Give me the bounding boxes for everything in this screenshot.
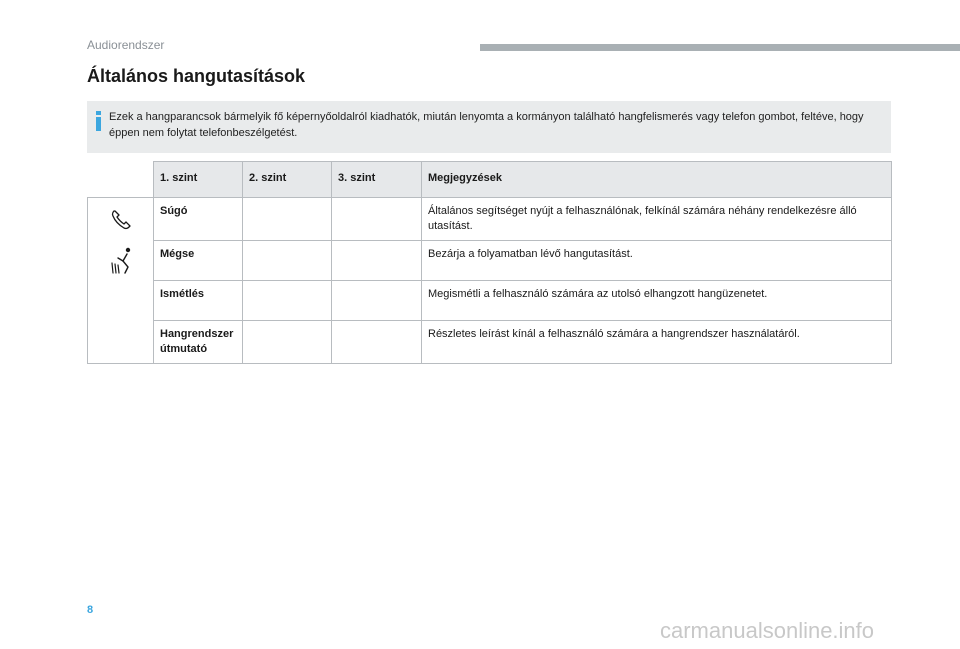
cell-level1: Súgó: [154, 198, 243, 241]
cell-level1: Hangrendszer útmutató: [154, 321, 243, 364]
phone-icon: [109, 208, 133, 232]
voice-command-icon: [108, 246, 134, 276]
table-row: [88, 241, 892, 281]
header-blank-cell: [88, 162, 154, 198]
page-number: 8: [87, 604, 94, 616]
watermark: carmanualsonline.info: [660, 618, 875, 643]
section-label: Audiorendszer: [87, 38, 165, 52]
cell-level3: [332, 198, 422, 241]
cell-level1: Ismétlés: [154, 281, 243, 321]
cell-level2: [243, 198, 332, 241]
column-header-level3: 3. szint: [332, 162, 422, 198]
info-text: Ezek a hangparancsok bármelyik fő képernyőoldalról kiadhatók, miután lenyomta a kormányon található hangfelismerés vagy telefon gombot, feltéve, hogy éppen nem folytat telefonbeszélgetést.: [109, 111, 864, 139]
table-row: [88, 281, 892, 321]
info-box: [87, 101, 891, 153]
cell-level3: [332, 281, 422, 321]
icon-cell: [88, 198, 154, 364]
cell-level2: [243, 321, 332, 364]
cell-level1: Mégse: [154, 241, 243, 281]
column-header-level2: 2. szint: [243, 162, 332, 198]
page-title: Általános hangutasítások: [87, 66, 306, 86]
table-header-row: [88, 162, 892, 198]
cell-note: Megismétli a felhasználó számára az utolsó elhangzott hangüzenetet.: [422, 281, 892, 321]
column-header-level1: 1. szint: [154, 162, 243, 198]
table-row: [88, 198, 892, 241]
voice-command-table: [87, 161, 892, 364]
cell-level2: [243, 241, 332, 281]
cell-note: Részletes leírást kínál a felhasználó számára a hangrendszer használatáról.: [422, 321, 892, 364]
cell-note: Bezárja a folyamatban lévő hangutasítást.: [422, 241, 892, 281]
cell-level3: [332, 321, 422, 364]
column-header-notes: Megjegyzések: [422, 162, 892, 198]
cell-level3: [332, 241, 422, 281]
info-icon: [95, 111, 102, 131]
cell-level2: [243, 281, 332, 321]
cell-note: Általános segítséget nyújt a felhasználónak, felkínál számára néhány rendelkezésre álló utasítást.: [422, 198, 892, 241]
table-row: [88, 321, 892, 364]
header-rule: [480, 44, 960, 51]
